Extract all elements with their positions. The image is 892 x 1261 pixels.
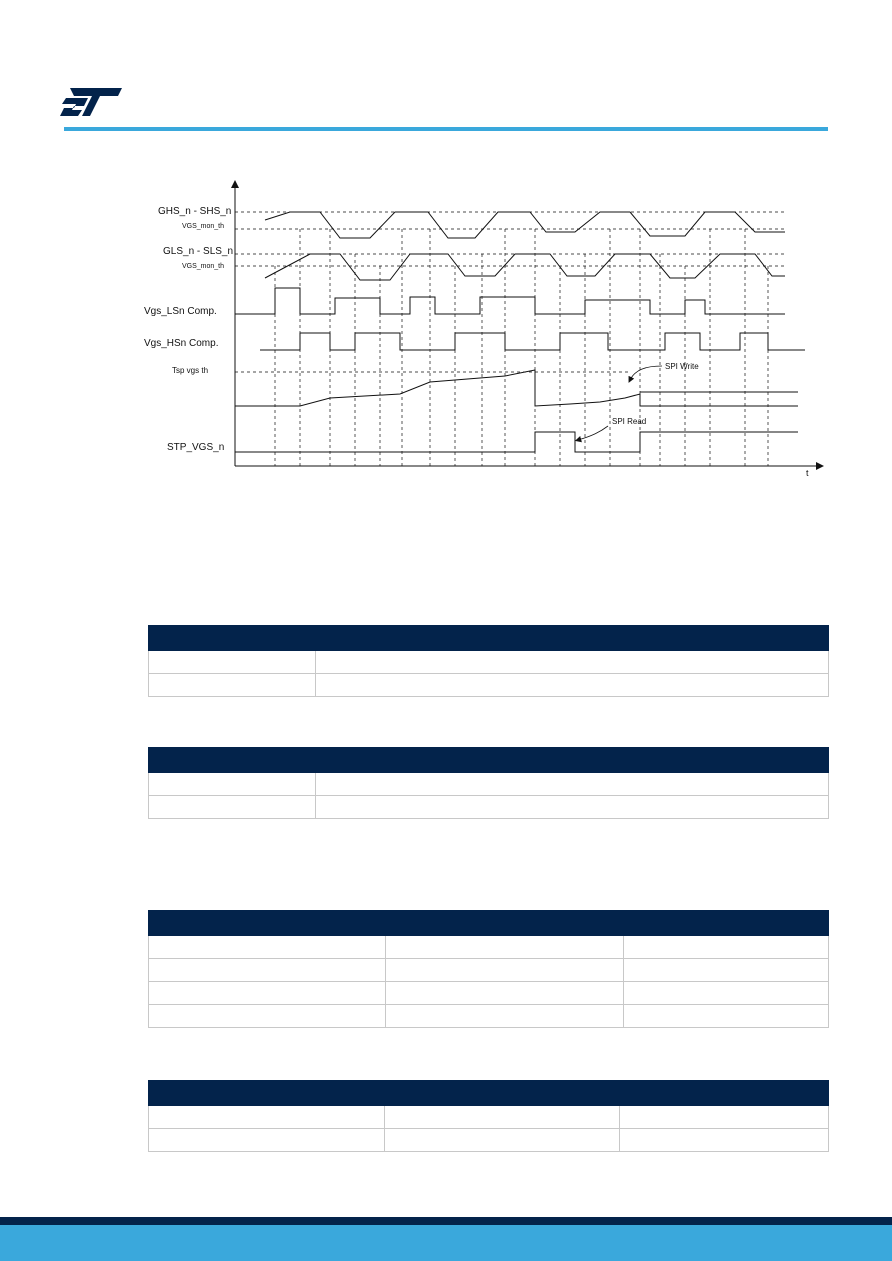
table-header-row (149, 1081, 829, 1106)
vgs-lsn-waveform (235, 288, 785, 314)
table-header-row (149, 748, 829, 773)
register-table-1 (148, 625, 829, 697)
table-row (149, 959, 829, 982)
table-row (149, 1005, 829, 1028)
table-row (149, 651, 829, 674)
timing-diagram (130, 170, 830, 490)
table-row (149, 773, 829, 796)
footer-light-band (0, 1225, 892, 1261)
spi-write-arrow (630, 366, 662, 380)
register-table-2 (148, 747, 829, 819)
ghs-waveform (265, 212, 785, 238)
label-vgs-hsn: Vgs_HSn Comp. (144, 338, 219, 349)
table-row (149, 982, 829, 1005)
table-row (149, 936, 829, 959)
table-header-row (149, 911, 829, 936)
header-rule (64, 127, 828, 131)
label-ghs: GHS_n - SHS_n (158, 206, 232, 217)
st-logo (60, 84, 126, 120)
label-vgs-lsn: Vgs_LSn Comp. (144, 306, 217, 317)
label-gls: GLS_n - SLS_n (163, 246, 234, 257)
table-row (149, 1129, 829, 1152)
register-table-3 (148, 910, 829, 1028)
vgs-hsn-waveform (260, 333, 805, 350)
table-header-row (149, 626, 829, 651)
label-vgs-mon-th-2: VGS_mon_th (182, 263, 225, 270)
register-table-4 (148, 1080, 829, 1152)
label-stp-vgs: STP_VGS_n (167, 442, 225, 453)
label-spi-read: SPI Read (612, 417, 647, 426)
label-time-axis: t (806, 468, 809, 478)
footer-dark-band (0, 1217, 892, 1225)
label-vgs-mon-th-1: VGS_mon_th (182, 223, 225, 230)
spi-read-arrow (578, 426, 608, 440)
tsp-vgs-waveform (235, 370, 798, 406)
gls-waveform (265, 254, 785, 280)
table-row (149, 1106, 829, 1129)
table-row (149, 674, 829, 697)
table-row (149, 796, 829, 819)
stp-vgs-waveform (235, 432, 798, 452)
label-tsp-vgs: Tsp vgs th (172, 366, 209, 375)
label-spi-write: SPI Write (665, 362, 699, 371)
